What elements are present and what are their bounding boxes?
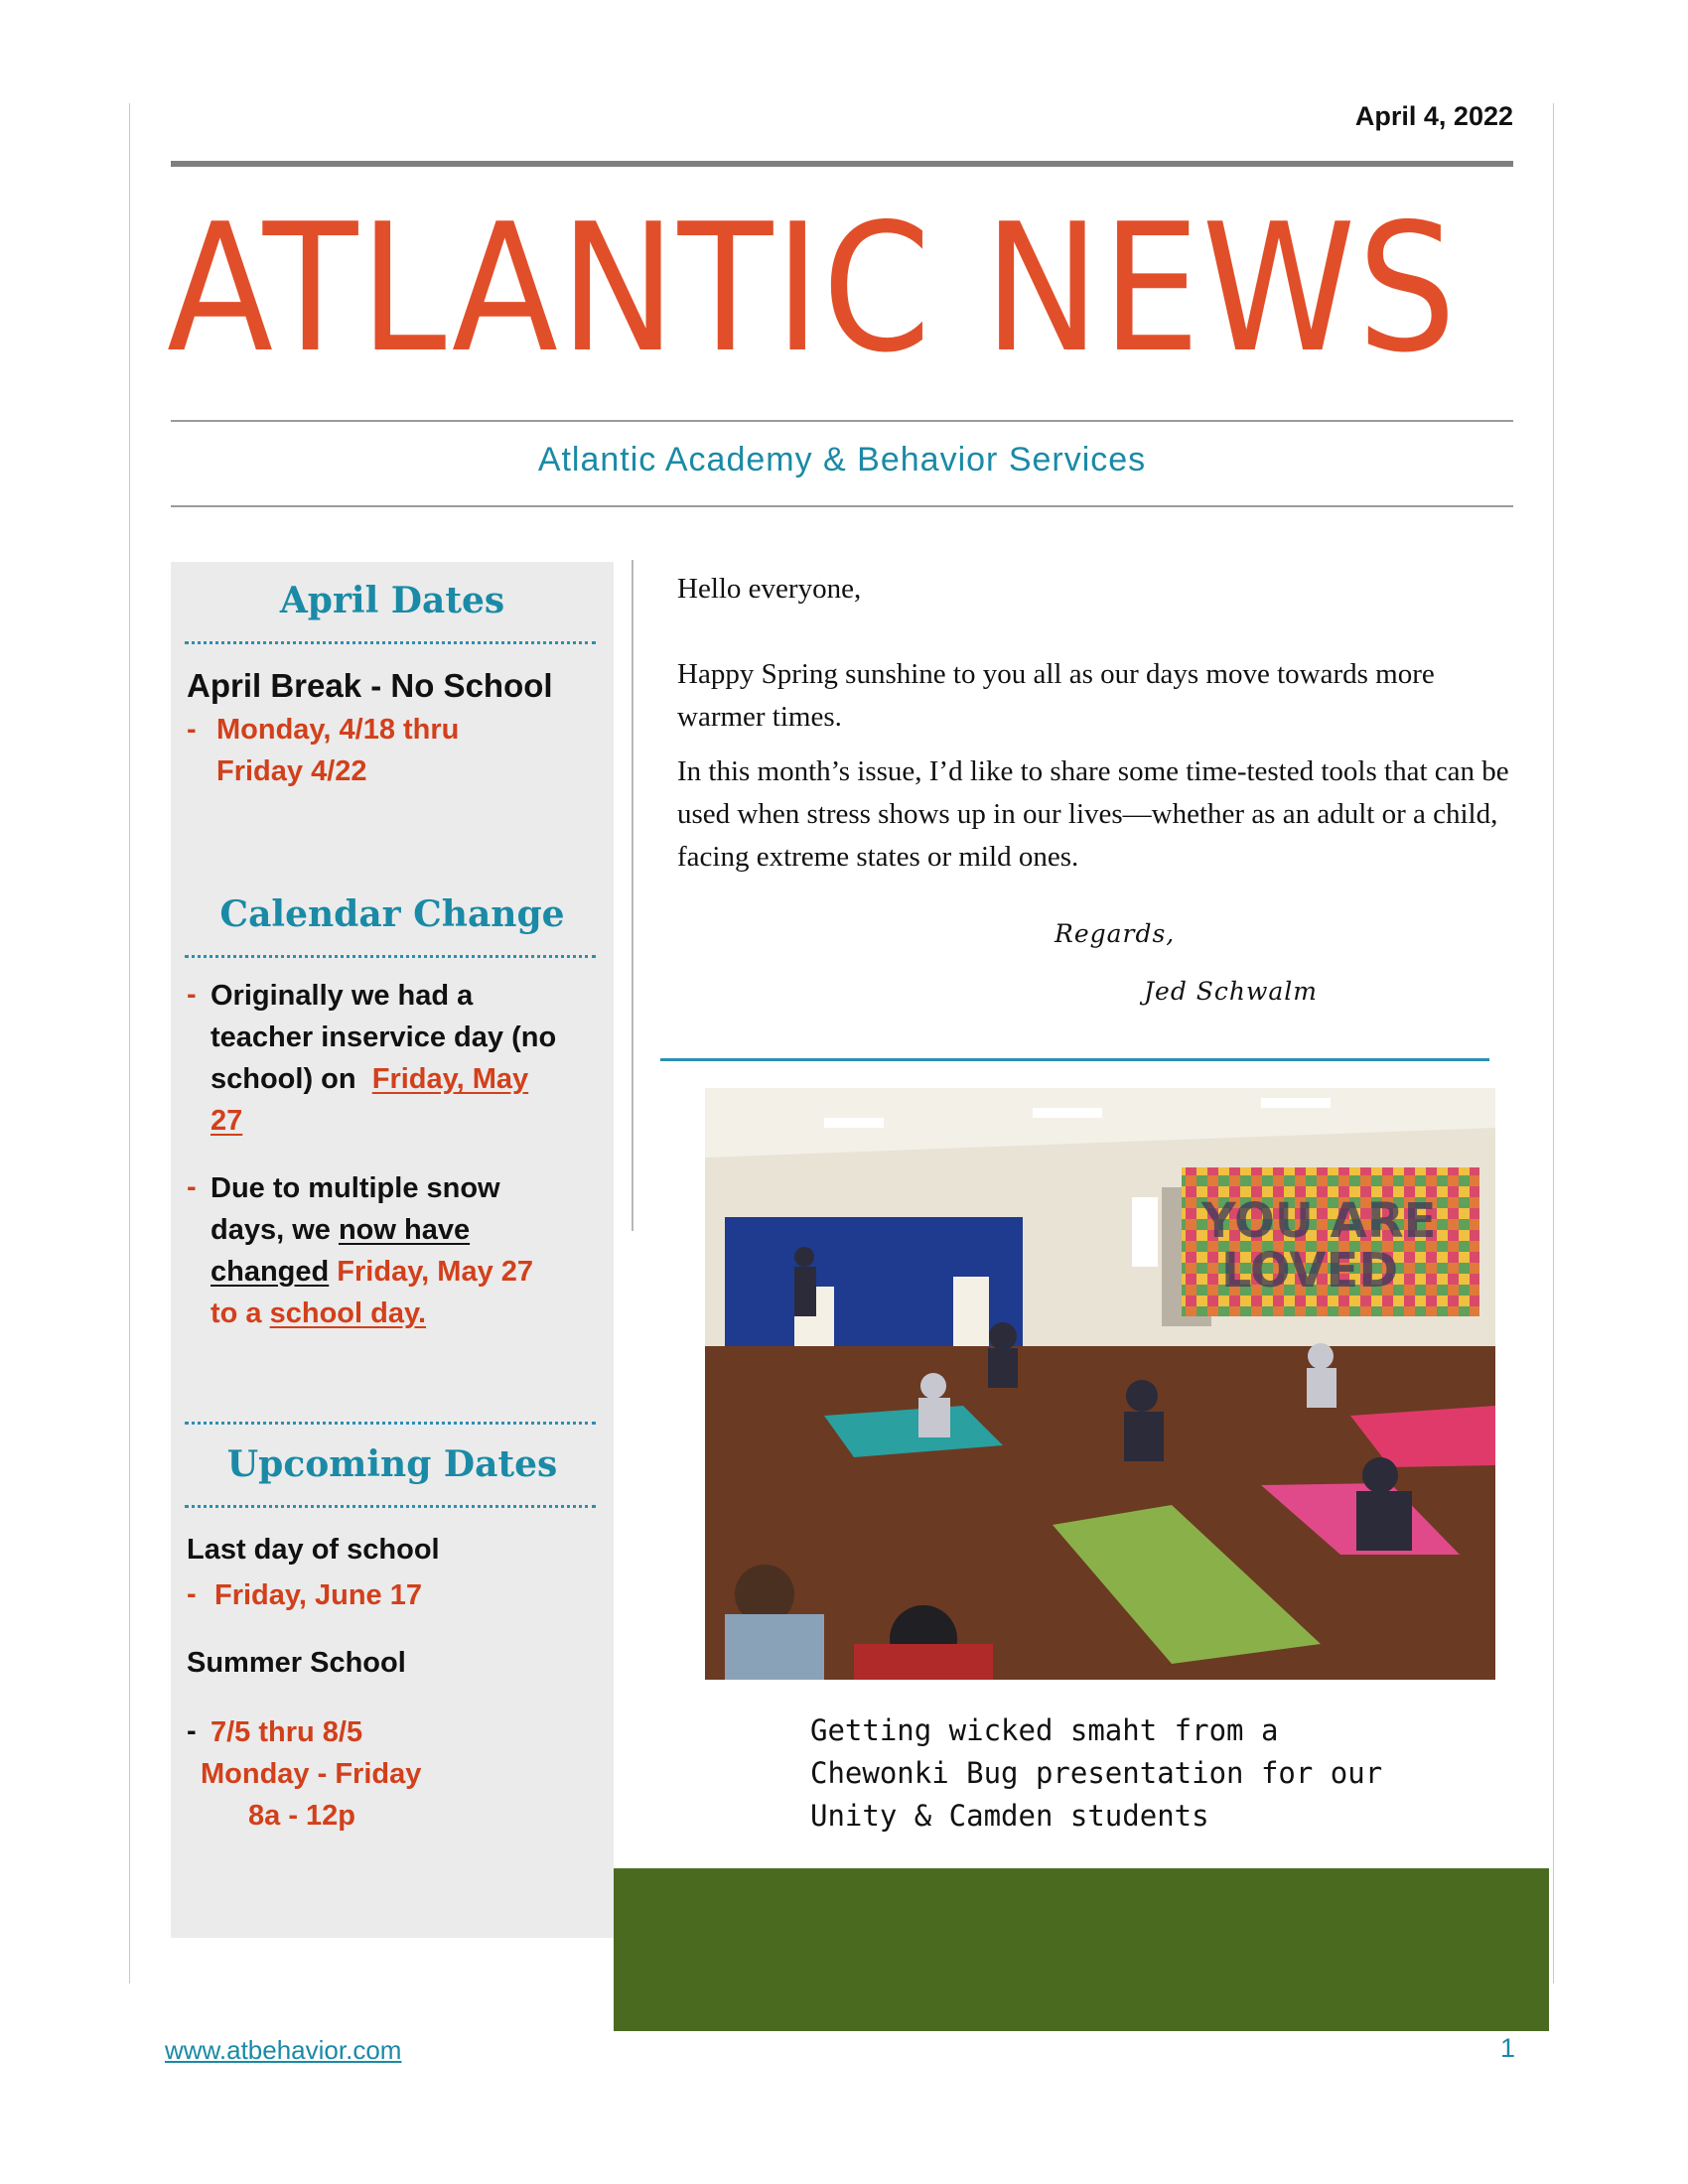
last-day-value: Friday, June 17 [214,1579,422,1611]
inservice-date-highlight: Friday, May [371,1063,529,1095]
calendar-change-p2-line2 [211,1209,470,1251]
classroom-photo-illustration [705,1088,1495,1680]
last-day-label: Last day of school [187,1534,440,1566]
calendar-change-p1-line3-text: school) on [211,1063,356,1095]
calendar-change-p2-line1: Due to multiple snow [211,1172,500,1204]
april-break-title: April Break - No School [187,667,553,704]
page-number: 1 [1499,2033,1515,2063]
page-right-border [1553,103,1554,1983]
calendar-change-divider [185,955,596,958]
summer-school-hours: 8a - 12p [248,1800,355,1832]
calendar-change-p1-line2: teacher inservice day (no [211,1022,557,1053]
april-break-dates-line1: Monday, 4/18 thru [216,714,460,746]
mural-text-line2: LOVED [1221,1243,1399,1298]
mural-text-line1: YOU ARE [1201,1193,1437,1249]
calendar-change-p1-line1: Originally we had a [211,980,474,1012]
website-link[interactable]: www.atbehavior.com [165,2035,402,2065]
footer-green-bar [614,1868,1549,2031]
summer-school-days: Monday - Friday [201,1758,422,1790]
photo-section-rule [660,1058,1489,1061]
header-top-rule [171,161,1513,167]
calendar-change-p2-line2a: days, we [211,1214,339,1246]
upcoming-dates-heading: Upcoming Dates [226,1443,558,1485]
subtitle-top-rule [171,420,1513,422]
issue-date: April 4, 2022 [1354,101,1513,131]
letter-greeting: Hello everyone, [677,573,862,605]
masthead-title [167,195,1517,383]
school-day-highlight: school day. [269,1297,427,1329]
upcoming-top-divider [185,1422,596,1425]
calendar-change-p2-line4a: to a [211,1297,270,1329]
calendar-change-p2-line3b: Friday, May 27 [329,1256,534,1288]
calendar-change-p2-line4 [211,1293,426,1334]
calendar-change-p2-line3a: changed [211,1256,330,1288]
april-dates-divider [185,641,596,644]
column-divider [632,560,633,1231]
april-dates-heading: April Dates [279,580,505,621]
calendar-change-dash-2: - [187,1171,197,1203]
april-break-dates-line2: Friday 4/22 [216,755,367,787]
april-break-dash: - [187,714,197,746]
letter-signature: Jed Schwalm [1144,977,1319,1006]
upcoming-dates-divider [185,1505,596,1508]
page-left-border [129,103,130,1983]
sidebar [171,562,614,1938]
publication-subtitle: Atlantic Academy & Behavior Services [537,441,1147,478]
calendar-change-dash-1: - [187,979,197,1011]
photo-caption: Getting wicked smaht from a Chewonki Bug presentation for our Unity & Camden students [810,1713,1383,1833]
inservice-date-highlight-cont: 27 [211,1105,243,1137]
summer-school-label: Summer School [187,1647,406,1679]
calendar-change-p1-line3 [211,1058,528,1100]
classroom-photo [705,1088,1495,1680]
calendar-change-heading: Calendar Change [219,893,565,935]
masthead-title-text: ATLANTIC NEWS [167,195,1459,383]
summer-school-dash: - [187,1715,197,1747]
letter-paragraph-2: In this month’s issue, I’d like to share some time-tested tools that can be used when stress shows up in our lives—whether as an adult or a child, facing extreme states or mild ones. [677,755,1509,873]
subtitle-bottom-rule [171,505,1513,507]
calendar-change-p2-line3 [211,1251,533,1293]
letter-paragraph-1: Happy Spring sunshine to you all as our days move towards more warmer times. [677,658,1435,733]
summer-school-dates: 7/5 thru 8/5 [211,1716,363,1748]
calendar-change-p2-line2b: now have [338,1214,471,1246]
letter-closing: Regards, [1055,919,1176,948]
last-day-dash: - [187,1578,197,1610]
